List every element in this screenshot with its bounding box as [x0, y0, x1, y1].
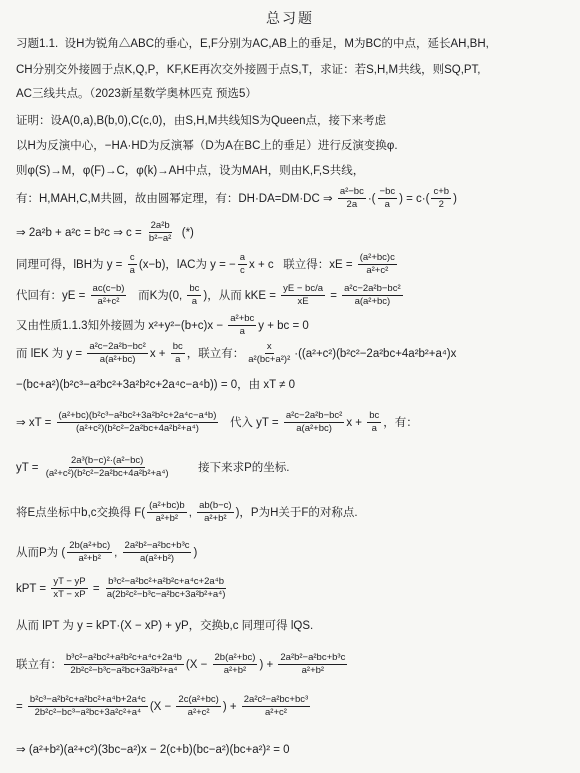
fraction-numerator: 2a²b: [150, 220, 170, 231]
fraction-numerator: 2c(a²+bc): [178, 694, 219, 705]
text-line: [16, 62, 572, 78]
fraction: [87, 341, 148, 366]
fraction: [342, 283, 403, 308]
text-line: [16, 113, 572, 129]
fraction-numerator: a²c−2a²b−bc²: [89, 341, 146, 352]
fraction-numerator: yE − bc/a: [283, 283, 324, 294]
fraction-numerator: 2b(a²+bc): [69, 540, 111, 551]
text-segment: (X −: [149, 700, 175, 713]
text-line: [16, 283, 572, 308]
fraction: [64, 652, 184, 677]
fraction-denominator: a²+b²: [204, 513, 227, 524]
text-segment: ，有：: [383, 416, 418, 429]
fraction-numerator: a²−bc: [339, 186, 364, 197]
fraction-numerator: 2a³(b−c)²·(a²−bc): [70, 455, 144, 466]
fraction: [105, 576, 228, 601]
fraction: [281, 283, 325, 308]
text-segment: ) +: [222, 700, 240, 713]
fraction-denominator: xT − xP: [53, 589, 86, 600]
text-segment: 以H为反演中心，−HA·HD为反演幂（D为A在BC上的垂足）进行反演变换φ.: [16, 140, 398, 152]
fraction: [57, 410, 219, 435]
fraction-numerator: yT − yP: [53, 576, 86, 587]
text-line: [16, 618, 572, 634]
text-segment: CH分别交外接圆于点K,Q,P，KF,KE再次交外接圆于点S,T，求证：若S,H,M共线，则SQ,PT,: [16, 64, 481, 76]
fraction: [147, 220, 173, 245]
fraction: [51, 576, 87, 601]
fraction: [147, 500, 187, 525]
fraction-denominator: a(a²+bc): [99, 354, 136, 365]
fraction-numerator: a²+bc: [230, 313, 255, 324]
text-segment: −(bc+a²)(b²c³−a²bc²+3a²b²c+2a⁴c−a⁴b)) = 0，由 xT ≠ 0: [16, 379, 295, 391]
fraction-denominator: a²+b²: [155, 513, 179, 524]
text-segment: 接下来求P的坐标.: [172, 461, 290, 474]
text-line: [16, 377, 572, 393]
fraction-denominator: a: [175, 354, 181, 365]
text-segment: x +: [346, 416, 366, 429]
text-segment: 习题1.1. 设H为锐角△ABC的垂心，E,F分别为AC,AB上的垂足，M为BC的中点，延长AH,BH,: [16, 38, 489, 50]
text-segment: 有：H,MAH,C,M共圆，故由圆幂定理，有：DH·DA=DM·DC ⇒: [16, 192, 336, 205]
fraction-numerator: bc: [172, 341, 183, 352]
fraction-numerator: 2a²c²−a²bc+bc³: [243, 694, 309, 705]
fraction: [278, 652, 347, 677]
text-segment: ·(: [367, 192, 376, 205]
text-line: [16, 341, 572, 366]
text-segment: yT =: [16, 461, 42, 474]
text-line: [16, 36, 572, 52]
fraction-denominator: a²+c²: [265, 707, 287, 718]
fraction: [213, 652, 258, 677]
text-segment: =: [89, 582, 103, 595]
fraction-numerator: bc: [189, 283, 200, 294]
text-line: [16, 455, 572, 480]
text-segment: 代回有：yE =: [16, 289, 89, 302]
text-segment: 则φ(S)→M，φ(F)→C，φ(k)→AH中点，设为MAH，则由K,F,S共线，: [16, 165, 365, 177]
text-segment: ): [453, 192, 457, 205]
fraction: [171, 341, 185, 366]
text-line: [16, 86, 572, 102]
page-title: 总习题: [266, 10, 314, 26]
text-line: [16, 186, 572, 211]
text-segment: 代入 yT =: [220, 416, 282, 429]
fraction-denominator: a(a²+bc): [354, 296, 391, 307]
fraction-denominator: a: [239, 326, 245, 337]
fraction-denominator: (a²+c²)(b²c²−2a²bc+4a²b²+a⁴): [45, 468, 169, 479]
text-line: [16, 410, 572, 435]
fraction-denominator: a²+c²: [366, 265, 389, 276]
fraction-denominator: xE: [297, 296, 309, 307]
text-segment: (*): [175, 226, 194, 239]
fraction: [91, 283, 127, 308]
text-segment: 从而 lPT 为 y = kPT·(X − xP) + yP，交换b,c 同理可得 lQS.: [16, 620, 314, 632]
text-segment: 证明：设A(0,a),B(b,0),C(c,0)，由S,H,M共线知S为Queen点，接下来考虑: [16, 115, 386, 127]
text-line: [16, 220, 572, 245]
fraction: [238, 252, 247, 277]
fraction-denominator: a²+b²: [78, 553, 101, 564]
text-segment: y + bc = 0: [258, 319, 309, 332]
fraction-numerator: 2a²b²−a²bc+b³c: [280, 652, 346, 663]
text-segment: ⇒ xT =: [16, 416, 55, 429]
fraction-numerator: (a²+bc)c: [359, 252, 395, 263]
fraction-numerator: c: [129, 252, 135, 263]
text-segment: 同理可得，lBH为 y =: [16, 258, 126, 271]
text-line: [16, 163, 572, 179]
fraction: [67, 540, 112, 565]
fraction-denominator: a(2b²c²−b³c−a²bc+3a²b²+a⁴): [106, 589, 226, 600]
text-segment: 而 lEK 为 y =: [16, 347, 86, 360]
text-line: [16, 694, 572, 719]
text-segment: (x−b)，lAC为 y = −: [138, 258, 236, 271]
text-segment: ) +: [259, 658, 277, 671]
fraction-numerator: (a²+bc)b: [149, 500, 185, 511]
text-segment: ): [193, 546, 198, 559]
fraction: [246, 341, 292, 366]
text-segment: 联立有：: [16, 658, 62, 671]
fraction: [378, 186, 398, 211]
text-segment: AC三线共点。（2023新星数学奥林匹克 预选5）: [16, 88, 257, 100]
text-segment: ，联立有：: [186, 347, 245, 360]
fraction-denominator: a(a²+b²): [139, 553, 175, 564]
text-line: [16, 252, 572, 277]
text-line: [16, 576, 572, 601]
fraction-denominator: 2: [438, 199, 444, 210]
fraction-numerator: 2a²b²−a²bc+b³c: [124, 540, 190, 551]
text-segment: 而K为(0,: [128, 289, 186, 302]
text-segment: ·((a²+c²)(b²c²−2a²bc+4a²b²+a⁴)x: [294, 347, 457, 360]
text-segment: ) = c·(: [399, 192, 430, 205]
fraction-denominator: a²(bc+a²)²: [248, 354, 291, 365]
fraction-numerator: a: [239, 252, 246, 263]
fraction-denominator: (a²+c²)(b²c²−2a²bc+4a²b²+a⁴): [76, 423, 199, 434]
fraction: [28, 694, 148, 719]
text-line: [16, 540, 572, 565]
text-segment: ,: [188, 506, 196, 519]
fraction: [284, 410, 345, 435]
text-segment: )，P为H关于F的对称点.: [235, 506, 358, 519]
fraction-numerator: b²c³−a²b²c+a²bc²+a⁴b+2a⁴c: [29, 694, 146, 705]
fraction: [123, 540, 192, 565]
fraction-denominator: 2b²c²−bc³−a²bc+3a²c²+a⁴: [34, 707, 142, 718]
text-segment: 从而P为 (: [16, 546, 66, 559]
fraction-numerator: c+b: [433, 186, 450, 197]
text-line: [16, 138, 572, 154]
text-line: [16, 313, 572, 338]
text-segment: ⇒ (a²+b²)(a²+c²)(3bc−a²)x − 2(c+b)(bc−a²)(bc+a²)² = 0: [16, 744, 290, 756]
text-segment: x +: [149, 347, 169, 360]
fraction-denominator: a(a²+bc): [296, 423, 332, 434]
fraction-numerator: b³c²−a²bc²+a²b²c+a⁴c+2a⁴b: [66, 652, 182, 663]
fraction-numerator: (a²+bc)(b²c³−a²bc²+3a²b²c+2a⁴c−a⁴b): [58, 410, 217, 421]
fraction-denominator: a: [371, 423, 377, 434]
fraction-denominator: a: [191, 296, 198, 307]
fraction-numerator: a²c−2a²b−bc²: [285, 410, 343, 421]
fraction-numerator: b³c²−a²bc²+a²b²c+a⁴c+2a⁴b: [108, 576, 225, 587]
fraction-denominator: a²+b²: [223, 665, 247, 676]
text-segment: )，从而 kKE =: [203, 289, 280, 302]
fraction: [367, 410, 381, 435]
fraction: [128, 252, 137, 277]
fraction-numerator: bc: [369, 410, 380, 421]
fraction: [197, 500, 233, 525]
fraction-numerator: x: [266, 341, 272, 352]
text-line: [16, 742, 572, 758]
text-segment: ⇒ 2a²b + a²c = b²c ⇒ c =: [16, 226, 145, 239]
fraction: [338, 186, 366, 211]
text-segment: 将E点坐标中b,c交换得 F(: [16, 506, 146, 519]
fraction-denominator: a²+c²: [187, 707, 210, 718]
fraction-denominator: 2b²c²−b³c−a²bc+3a²b²+a⁴: [70, 665, 178, 676]
fraction: [187, 283, 201, 308]
text-segment: =: [16, 700, 26, 713]
fraction-numerator: a²c−2a²b−bc²: [344, 283, 401, 294]
fraction: [358, 252, 397, 277]
fraction-numerator: ab(b−c): [199, 500, 232, 511]
fraction: [242, 694, 310, 719]
text-line: [16, 500, 572, 525]
text-segment: x + c 联立得：xE =: [249, 258, 356, 271]
fraction-denominator: 2a: [346, 199, 358, 210]
text-segment: kPT =: [16, 582, 50, 595]
fraction-numerator: ac(c−b): [92, 283, 125, 294]
fraction: [228, 313, 256, 338]
fraction-denominator: a: [129, 265, 135, 276]
fraction-denominator: a²+c²: [97, 296, 120, 307]
fraction: [44, 455, 171, 480]
text-segment: =: [327, 289, 341, 302]
text-segment: ,: [114, 546, 121, 559]
fraction: [431, 186, 451, 211]
fraction-denominator: a²+b²: [301, 665, 325, 676]
fraction-numerator: −bc: [379, 186, 396, 197]
fraction: [176, 694, 220, 719]
text-segment: (X −: [185, 658, 211, 671]
text-line: [16, 652, 572, 677]
fraction-denominator: b²−a²: [148, 233, 172, 244]
text-segment: 又由性质1.1.3知外接圆为 x²+y²−(b+c)x −: [16, 319, 227, 332]
fraction-denominator: c: [239, 265, 245, 276]
fraction-denominator: a: [384, 199, 390, 210]
fraction-numerator: 2b(a²+bc): [214, 652, 256, 663]
